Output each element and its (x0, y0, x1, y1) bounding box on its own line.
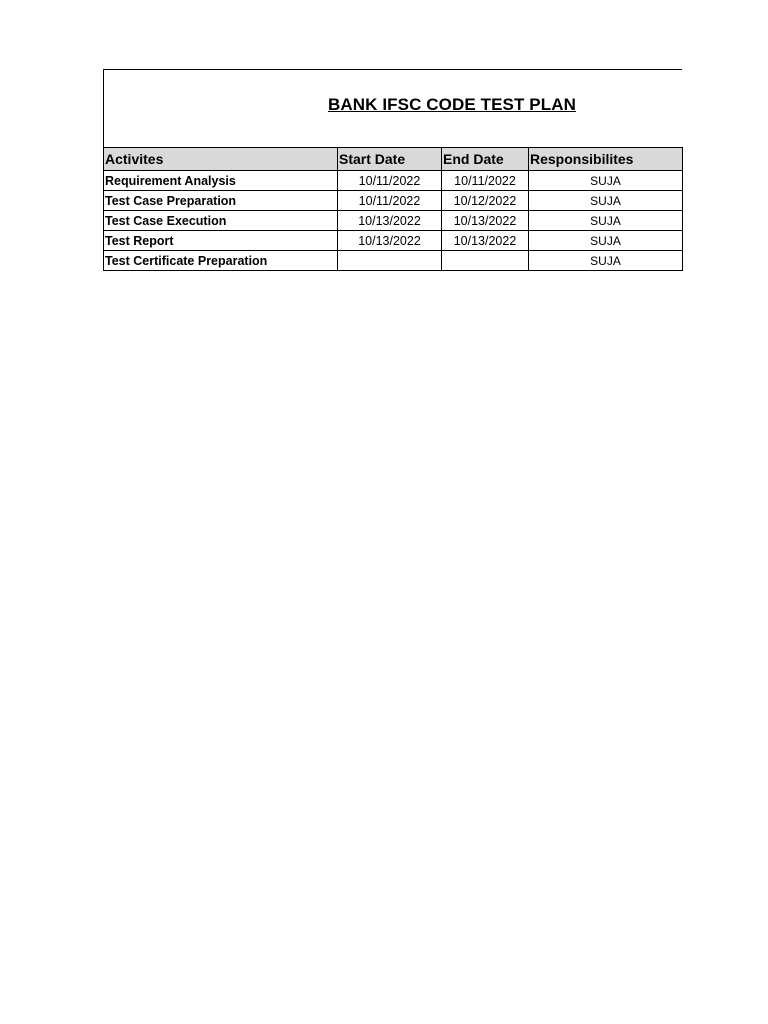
responsible-cell: SUJA (529, 171, 683, 191)
activity-cell: Test Case Preparation (104, 191, 338, 211)
table-row (104, 211, 683, 231)
end-date-cell: 10/12/2022 (442, 191, 529, 211)
end-date-cell (442, 251, 529, 271)
responsible-cell: SUJA (529, 191, 683, 211)
activity-cell: Test Case Execution (104, 211, 338, 231)
table-header-row (104, 148, 683, 171)
end-date-cell: 10/13/2022 (442, 211, 529, 231)
start-date-cell (338, 251, 442, 271)
column-header-responsibilities: Responsibilites (529, 148, 683, 171)
column-header-activities: Activites (104, 148, 338, 171)
start-date-cell: 10/11/2022 (338, 171, 442, 191)
start-date-cell: 10/11/2022 (338, 191, 442, 211)
end-date-cell: 10/11/2022 (442, 171, 529, 191)
table-row (104, 231, 683, 251)
column-header-end-date: End Date (442, 148, 529, 171)
table-row (104, 251, 683, 271)
test-plan-table (103, 147, 683, 271)
table-row (104, 191, 683, 211)
end-date-cell: 10/13/2022 (442, 231, 529, 251)
test-plan-sheet (103, 69, 682, 271)
start-date-cell: 10/13/2022 (338, 211, 442, 231)
activity-cell: Test Report (104, 231, 338, 251)
activity-cell: Requirement Analysis (104, 171, 338, 191)
table-row (104, 171, 683, 191)
page-title: BANK IFSC CODE TEST PLAN (328, 95, 576, 114)
title-area (103, 69, 682, 147)
activity-cell: Test Certificate Preparation (104, 251, 338, 271)
responsible-cell: SUJA (529, 211, 683, 231)
column-header-start-date: Start Date (338, 148, 442, 171)
start-date-cell: 10/13/2022 (338, 231, 442, 251)
responsible-cell: SUJA (529, 251, 683, 271)
responsible-cell: SUJA (529, 231, 683, 251)
